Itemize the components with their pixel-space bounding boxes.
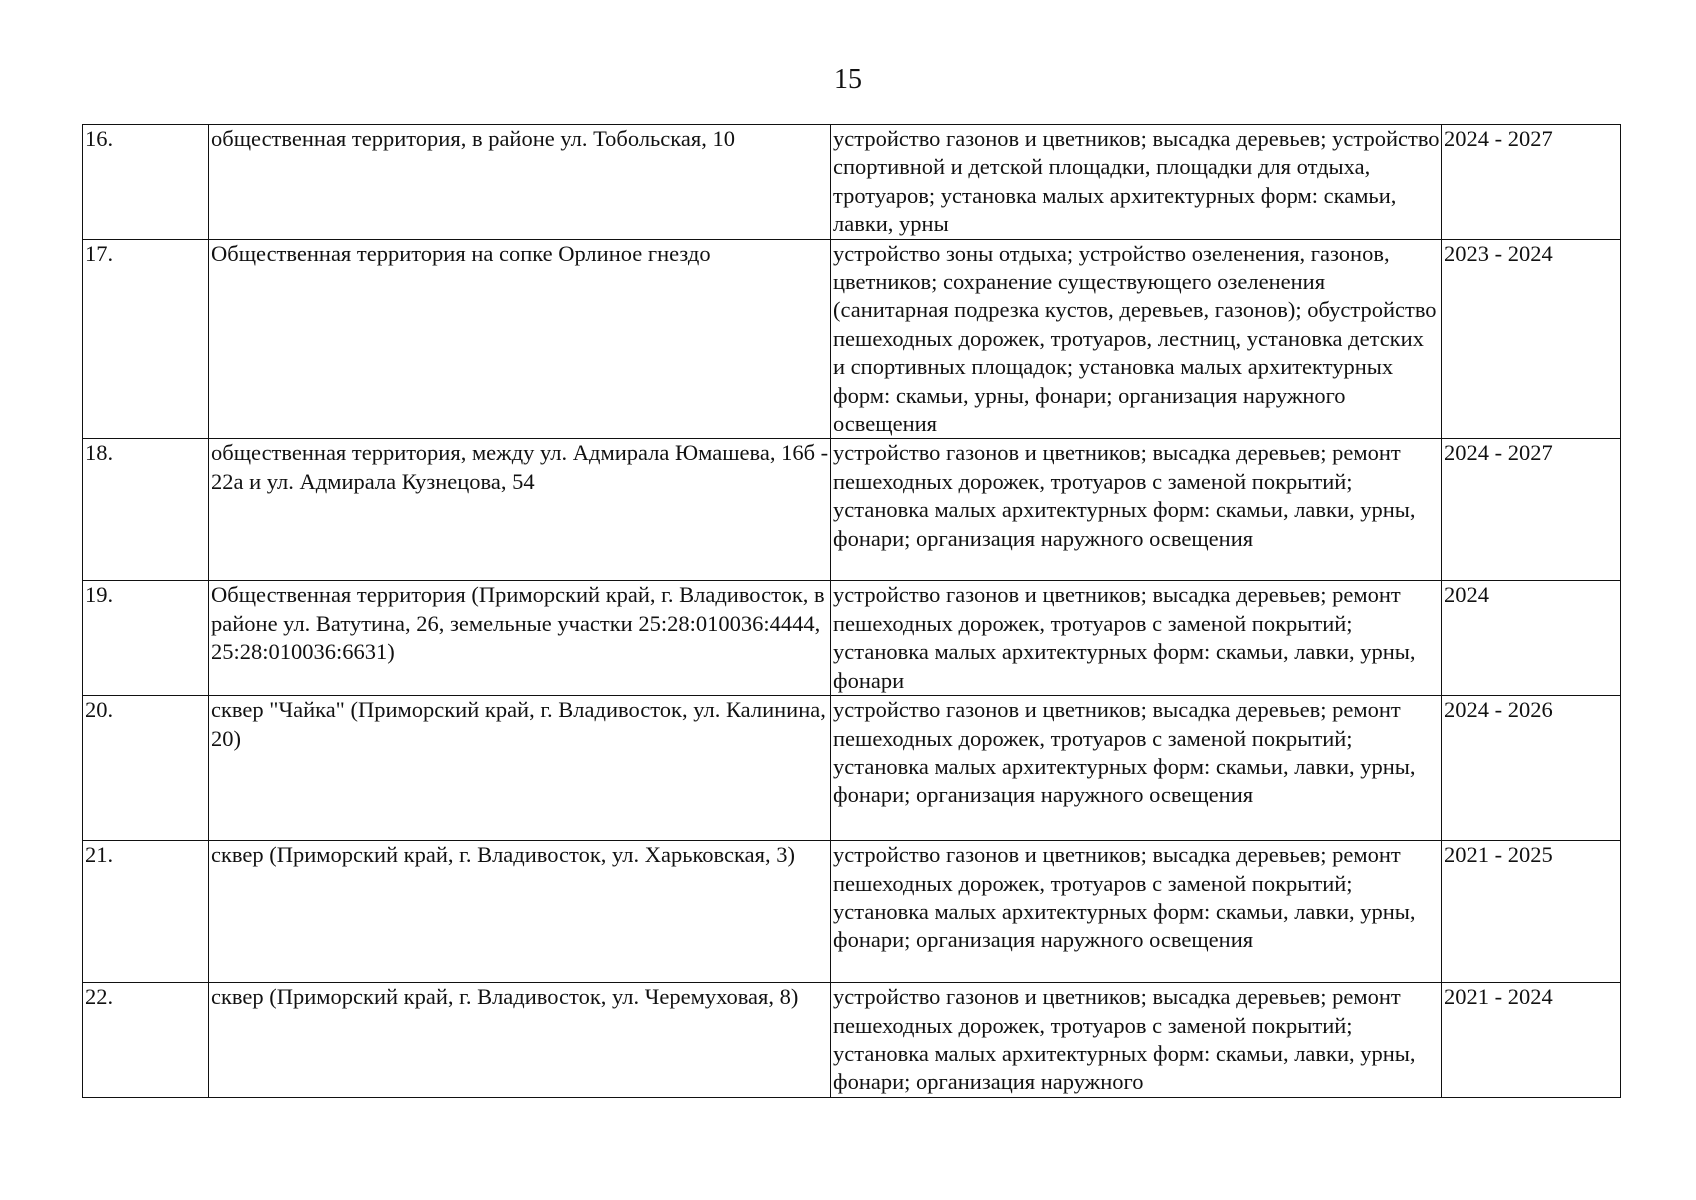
territory-name-cell xyxy=(209,696,831,841)
row-number-cell xyxy=(83,983,209,1098)
row-number: 18. xyxy=(85,440,114,466)
period: 2021 - 2025 xyxy=(1444,842,1553,868)
works-description-cell xyxy=(831,983,1442,1098)
period-cell xyxy=(1442,239,1621,439)
works-description: устройство газонов и цветников; высадка деревьев; ремонт пешеходных дорожек, тротуаров с заменой покрытий; установка малых архитектурных форм: скамьи, лавки, урны, фонари; организация наружного освещения xyxy=(833,842,1416,953)
row-number: 21. xyxy=(85,842,114,868)
row-number-cell xyxy=(83,439,209,581)
row-number-cell xyxy=(83,581,209,696)
territory-name-cell xyxy=(209,983,831,1098)
row-number-cell xyxy=(83,239,209,439)
row-number-cell xyxy=(83,125,209,240)
row-number: 20. xyxy=(85,697,114,723)
table-row xyxy=(83,581,1621,696)
territory-name-cell xyxy=(209,841,831,983)
period-cell xyxy=(1442,696,1621,841)
works-description-cell xyxy=(831,841,1442,983)
works-description-cell xyxy=(831,239,1442,439)
row-number-cell xyxy=(83,841,209,983)
row-number-cell xyxy=(83,696,209,841)
period: 2024 xyxy=(1444,582,1489,608)
territory-name: сквер (Приморский край, г. Владивосток, ул. Черемуховая, 8) xyxy=(211,984,799,1010)
period: 2024 - 2026 xyxy=(1444,697,1553,723)
territory-name: Общественная территория на сопке Орлиное гнездо xyxy=(211,240,711,266)
territory-name: сквер (Приморский край, г. Владивосток, ул. Харьковская, 3) xyxy=(211,842,795,868)
works-description: устройство газонов и цветников; высадка деревьев; ремонт пешеходных дорожек, тротуаров с заменой покрытий; установка малых архитектурных форм: скамьи, лавки, урны, фонари; организация наружного xyxy=(833,984,1416,1095)
works-description: устройство газонов и цветников; высадка деревьев; ремонт пешеходных дорожек, тротуаров с заменой покрытий; установка малых архитектурных форм: скамьи, лавки, урны, фонари; организация наружного освещения xyxy=(833,697,1416,808)
territory-name: общественная территория, между ул. Адмирала Юмашева, 16б - 22а и ул. Адмирала Кузнецова, 54 xyxy=(211,440,829,494)
territory-name: Общественная территория (Приморский край, г. Владивосток, в районе ул. Ватутина, 26, земельные участки 25:28:010036:4444, 25:28:010036:6631) xyxy=(211,582,825,665)
page-number: 15 xyxy=(834,64,862,95)
row-number: 17. xyxy=(85,240,114,266)
works-description-cell xyxy=(831,696,1442,841)
table-row xyxy=(83,239,1621,439)
works-description-cell xyxy=(831,581,1442,696)
period: 2024 - 2027 xyxy=(1444,126,1553,151)
table-row xyxy=(83,125,1621,240)
table-row xyxy=(83,983,1621,1098)
works-description-cell xyxy=(831,439,1442,581)
table-row xyxy=(83,439,1621,581)
works-description: устройство газонов и цветников; высадка деревьев; ремонт пешеходных дорожек, тротуаров с заменой покрытий; установка малых архитектурных форм: скамьи, лавки, урны, фонари; организация наружного освещения xyxy=(833,440,1416,551)
territory-name: общественная территория, в районе ул. Тобольская, 10 xyxy=(211,126,735,151)
territory-name-cell xyxy=(209,239,831,439)
table-row xyxy=(83,841,1621,983)
territory-name-cell xyxy=(209,439,831,581)
row-number: 16. xyxy=(85,126,114,151)
period: 2021 - 2024 xyxy=(1444,984,1553,1010)
period: 2023 - 2024 xyxy=(1444,240,1553,266)
territory-name-cell xyxy=(209,581,831,696)
period: 2024 - 2027 xyxy=(1444,440,1553,466)
territory-name: сквер "Чайка" (Приморский край, г. Владивосток, ул. Калинина, 20) xyxy=(211,697,826,751)
row-number: 19. xyxy=(85,582,114,608)
works-description-cell xyxy=(831,125,1442,240)
territories-table xyxy=(82,124,1621,1098)
table-body xyxy=(83,125,1621,1098)
period-cell xyxy=(1442,841,1621,983)
period-cell xyxy=(1442,581,1621,696)
territory-name-cell xyxy=(209,125,831,240)
row-number: 22. xyxy=(85,984,114,1010)
period-cell xyxy=(1442,439,1621,581)
period-cell xyxy=(1442,125,1621,240)
period-cell xyxy=(1442,983,1621,1098)
table-row xyxy=(83,696,1621,841)
works-description: устройство зоны отдыха; устройство озеленения, газонов, цветников; сохранение существующего озеленения (санитарная подрезка кустов, деревьев, газонов); обустройство пешеходных дорожек, тротуаров, лестниц, установка детских и спортивных площадок; установка малых архитектурных форм: скамьи, урны, фонари; организация наружного освещения xyxy=(833,240,1437,437)
works-description: устройство газонов и цветников; высадка деревьев; ремонт пешеходных дорожек, тротуаров с заменой покрытий; установка малых архитектурных форм: скамьи, лавки, урны, фонари xyxy=(833,582,1416,693)
works-description: устройство газонов и цветников; высадка деревьев; устройство спортивной и детской площадки, площадки для отдыха, тротуаров; установка малых архитектурных форм: скамьи, лавки, урны xyxy=(833,126,1440,237)
